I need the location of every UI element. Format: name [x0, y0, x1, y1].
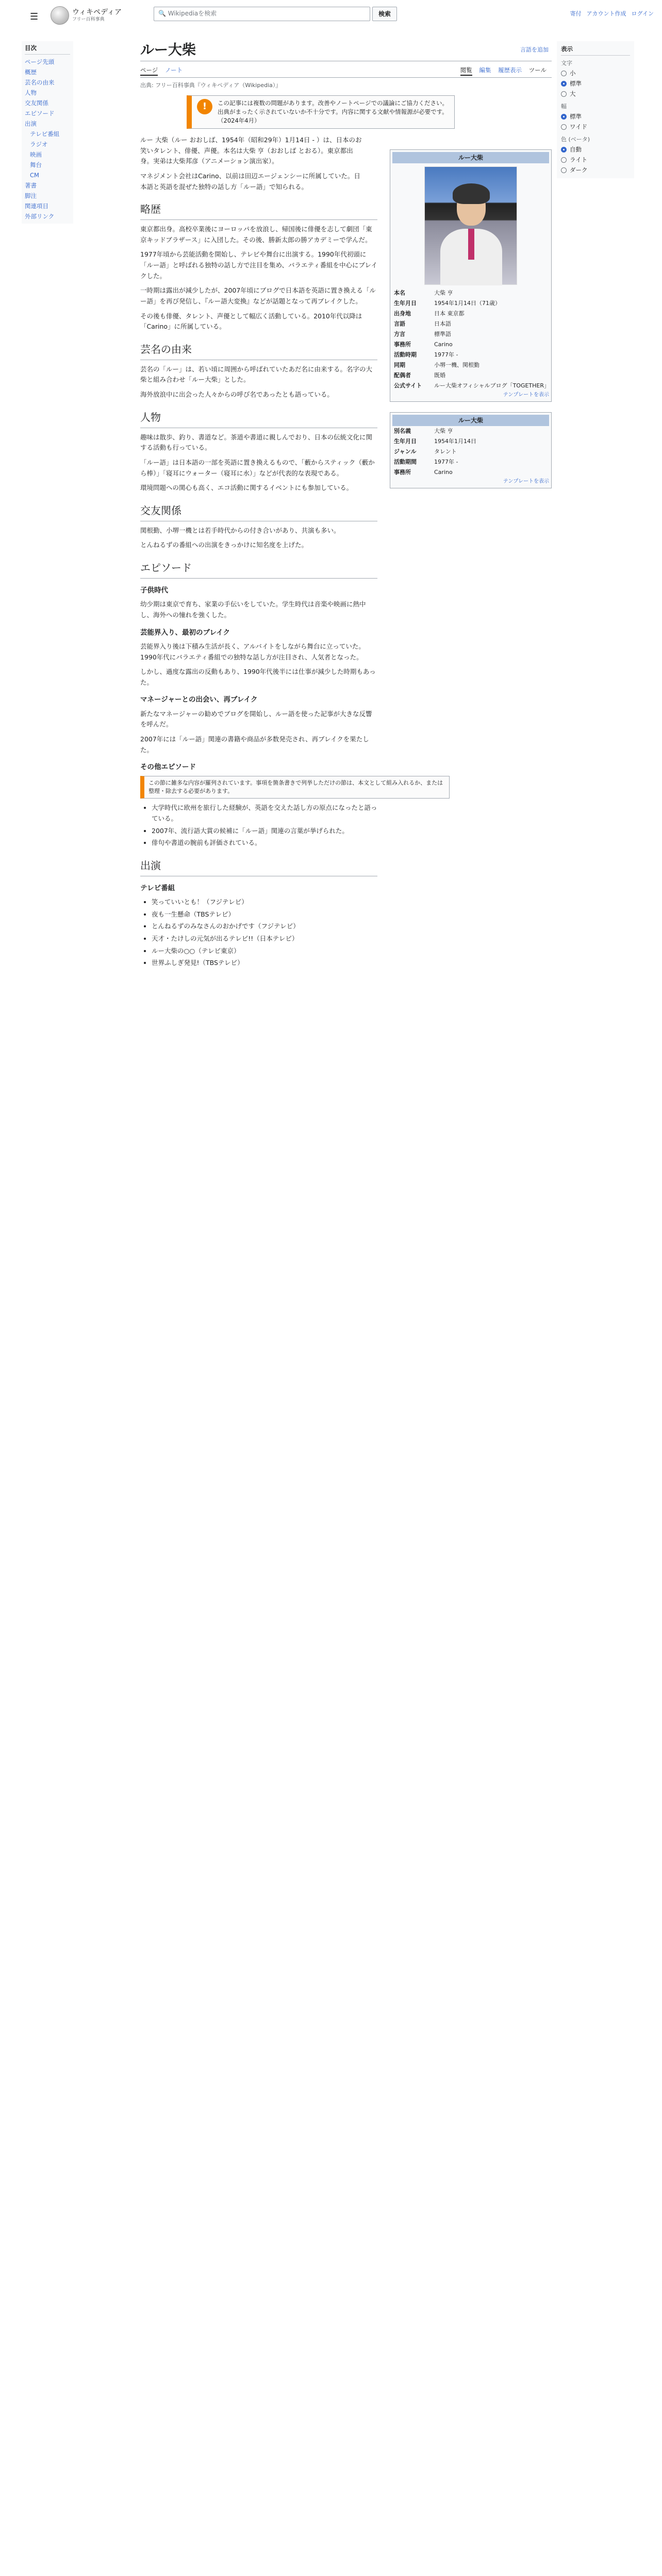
toc-item[interactable]: 舞台	[30, 161, 42, 168]
infobox-table	[392, 288, 549, 391]
radio-icon	[561, 81, 567, 87]
infobox-value: タレント	[434, 448, 457, 455]
section-heading: 略歴	[140, 201, 377, 220]
add-language-button[interactable]: 言語を追加	[520, 46, 549, 53]
section-paragraph: 芸名の「ルー」は、若い頃に周囲から呼ばれていたあだ名に由来する。名字の大柴と組み合わせ「ルー大柴」とした。	[140, 365, 373, 384]
toc-item[interactable]: エピソード	[25, 109, 55, 117]
site-logo[interactable]	[51, 6, 122, 25]
infobox-value: 1954年1月14日（71歳）	[434, 300, 501, 307]
login-link[interactable]: ログイン	[631, 10, 654, 17]
section-heading: 芸名の由来	[140, 342, 377, 360]
lead-section	[140, 135, 362, 192]
table-of-contents	[22, 41, 73, 224]
section-paragraph: しかし、過度な露出の反動もあり、1990年代後半には仕事が減少した時期もあった。	[140, 668, 376, 686]
toc-item[interactable]: 著書	[25, 181, 37, 189]
tab-read[interactable]: 閲覧	[460, 66, 472, 76]
infobox-key: 言語	[394, 320, 405, 327]
infobox-row	[392, 370, 549, 381]
template-link[interactable]: テンプレートを表示	[503, 392, 549, 398]
section-paragraph: とんねるずの番組への出演をきっかけに知名度を上げた。	[140, 541, 308, 549]
radio-icon	[561, 91, 567, 97]
color-option-label: ダーク	[570, 166, 588, 174]
toc-item[interactable]: 関連項目	[25, 202, 48, 210]
text-size-option[interactable]	[561, 89, 630, 99]
infobox-value: 小堺一機、関根勤	[434, 362, 479, 368]
infobox-value: 1977年 -	[434, 351, 458, 358]
infobox-row	[392, 350, 549, 360]
section-paragraph: 一時期は露出が減少したが、2007年頃にブログで日本語を英語に置き換える「ルー語」を再び発信し、『ルー語大変換』などが話題となって再ブレイクした。	[140, 286, 376, 305]
infobox-secondary-title: ルー大柴	[392, 415, 549, 426]
color-label: 色 (ベータ)	[561, 136, 590, 143]
toc-item[interactable]: 脚注	[25, 192, 37, 199]
lead-paragraph: マネジメント会社はCarino、以前は田辺エージェンシーに所属していた。日本語と英語を混ぜた独特の話し方「ルー語」で知られる。	[140, 172, 360, 191]
site-tagline: フリー百科事典	[72, 17, 105, 22]
width-option-label: ワイド	[570, 123, 588, 131]
infobox-row	[392, 426, 549, 436]
main-content	[140, 41, 552, 973]
bullet-list	[152, 803, 377, 849]
infobox-value: ルー大柴オフィシャルブログ「TOGETHER」	[434, 382, 550, 389]
section-paragraph: その後も俳優、タレント、声優として幅広く活動している。2010年代以降は「Carino」に所属している。	[140, 312, 362, 331]
color-option-label: 自動	[570, 146, 582, 154]
radio-icon	[561, 167, 567, 173]
list-item: • とんねるずのみなさんのおかげです（フジテレビ）	[152, 921, 377, 932]
portrait-photo	[424, 166, 517, 285]
toc-item[interactable]: 映画	[30, 150, 42, 158]
section-paragraph: 海外放浪中に出会った人々からの呼び名であったとも語っている。	[140, 391, 334, 399]
infobox-key: 配偶者	[394, 372, 411, 379]
tab-talk[interactable]: ノート	[164, 66, 183, 74]
infobox-row	[392, 457, 549, 467]
infobox-key: 生年月日	[394, 300, 417, 307]
main-menu-icon[interactable]: ☰	[30, 11, 39, 22]
width-option[interactable]	[561, 111, 630, 122]
infobox-value: 1954年1月14日	[434, 438, 476, 445]
width-option-label: 標準	[570, 113, 582, 121]
radio-icon	[561, 71, 567, 76]
infobox-key: 事務所	[394, 341, 411, 348]
tab-history[interactable]: 履歴表示	[498, 66, 522, 74]
infobox-value: 日本語	[434, 320, 451, 327]
donate-link[interactable]: 寄付	[570, 10, 582, 17]
infobox-row	[392, 298, 549, 309]
source-note: 出典: フリー百科事典『ウィキペディア（Wikipedia）』	[140, 81, 282, 89]
section-heading: 出演	[140, 858, 377, 876]
tab-edit[interactable]: 編集	[479, 66, 491, 74]
infobox-row	[392, 467, 549, 478]
text-size-option[interactable]	[561, 68, 630, 78]
infobox-value: 既婚	[434, 372, 445, 379]
infobox-key: ジャンル	[394, 448, 417, 455]
infobox-row	[392, 447, 549, 457]
issues-notice	[187, 95, 455, 129]
search-input[interactable]: 🔍 Wikipediaを検索	[154, 7, 370, 21]
section-paragraph: 東京都出身。高校卒業後にヨーロッパを放浪し、帰国後に俳優を志して劇団「東京キッドブラザース」に入団した。その後、勝新太郎の勝アカデミーで学んだ。	[140, 225, 372, 244]
template-link-secondary[interactable]: テンプレートを表示	[503, 479, 549, 484]
toc-item[interactable]: ページ先頭	[25, 58, 55, 65]
section-paragraph: 芸能界入り後は下積み生活が長く、アルバイトをしながら舞台に立っていた。1990年代にバラエティ番組での独特な話し方が注目され、人気者となった。	[140, 642, 365, 661]
subsection-heading: テレビ番組	[140, 884, 175, 892]
list-item: • 2007年、流行語大賞の候補に「ルー語」関連の言葉が挙げられた。	[152, 826, 377, 837]
subsection-heading: 子供時代	[140, 586, 168, 595]
infobox-row	[392, 436, 549, 447]
text-size-option[interactable]	[561, 78, 630, 89]
infobox-value: 日本 東京都	[434, 310, 465, 317]
infobox-key: 同期	[394, 362, 405, 368]
list-item: • 夜も一生懸命（TBSテレビ）	[152, 909, 377, 920]
color-option[interactable]	[561, 155, 630, 165]
width-label: 幅	[561, 103, 567, 110]
toc-item[interactable]: 出演	[25, 120, 37, 127]
subsection-heading: マネージャーとの出会い、再ブレイク	[140, 696, 258, 704]
section-heading: 交友関係	[140, 503, 377, 521]
infobox-secondary-table	[392, 426, 549, 478]
site-name: ウィキペディア	[72, 8, 122, 16]
toc-title: 目次	[25, 43, 70, 55]
infobox-key: 活動期間	[394, 459, 417, 465]
infobox-key: 事務所	[394, 469, 411, 476]
infobox-key: 方言	[394, 331, 405, 337]
infobox-value: Carino	[434, 469, 453, 476]
site-header	[0, 0, 662, 31]
infobox-row	[392, 309, 549, 319]
section-paragraph: 関根勤、小堺一機とは若手時代からの付き合いがあり、共演も多い。	[140, 526, 340, 534]
search-button[interactable]: 検索	[372, 7, 397, 21]
color-option[interactable]	[561, 165, 630, 175]
wikipedia-globe-icon	[51, 6, 69, 25]
infobox-row	[392, 360, 549, 370]
section-paragraph: 趣味は散歩、釣り、書道など。茶道や書道に親しんでおり、日本の伝統文化に関する活動も行っている。	[140, 433, 373, 452]
text-size-label: 文字	[561, 59, 572, 66]
radio-icon	[561, 157, 567, 163]
infobox-row	[392, 381, 549, 391]
infobox-value: 1977年 -	[434, 459, 458, 465]
list-item: • 俳句や書道の腕前も評価されている。	[152, 838, 377, 849]
section-paragraph: 1977年頃から芸能活動を開始し、テレビや舞台に出演する。1990年代初頭に「ルー語」と呼ばれる独特の話し方で注目を集め、バラエティ番組を中心にブレイクした。	[140, 250, 377, 280]
infobox	[390, 149, 552, 402]
section-paragraph: 「ルー語」は日本語の一部を英語に置き換えるもので、「藪からスティック（藪から棒）」「寝耳にウォーター（寝耳に水）」などが代表的な表現である。	[140, 458, 375, 477]
infobox-row	[392, 340, 549, 350]
infobox-key: 生年月日	[394, 438, 417, 445]
bullet-list	[152, 897, 377, 969]
list-item: • ルー大柴の○○（テレビ東京）	[152, 946, 377, 957]
infobox-key: 別名義	[394, 428, 411, 434]
tab-page[interactable]: ページ	[140, 66, 158, 76]
section-paragraph: 幼少期は東京で育ち、家業の手伝いをしていた。学生時代は音楽や映画に熱中し、海外への憧れを強くした。	[140, 600, 366, 619]
infobox-key: 本名	[394, 290, 405, 296]
infobox-value: 大柴 亨	[434, 290, 453, 296]
infobox-row	[392, 319, 549, 329]
appearance-title: 表示	[561, 44, 630, 56]
section-paragraph: 新たなマネージャーの勧めでブログを開始し、ルー語を使った記事が大きな反響を呼んだ。	[140, 709, 372, 728]
create-account-link[interactable]: アカウント作成	[586, 10, 626, 17]
toc-item[interactable]: テレビ番組	[30, 130, 60, 138]
list-item: • 天才・たけしの元気が出るテレビ!!（日本テレビ）	[152, 934, 377, 944]
subsection-heading: 芸能界入り、最初のブレイク	[140, 628, 230, 637]
text-size-option-label: 標準	[570, 80, 582, 88]
color-option[interactable]	[561, 144, 630, 155]
section-notice: この節に雑多な内容が羅列されています。事項を箇条書きで列挙しただけの節は、本文として組み入れるか、または整理・除去する必要があります。	[140, 776, 450, 799]
infobox-key: 公式サイト	[394, 382, 422, 389]
toc-item[interactable]: ラジオ	[30, 140, 48, 148]
appearance-panel	[557, 41, 634, 181]
issues-notice-text: この記事には複数の問題があります。改善やノートページでの議論にご協力ください。出典がまったく示されていないか不十分です。内容に関する文献や情報源が必要です。（2024年4月）	[218, 99, 449, 125]
list-item: • 大学時代に欧州を旅行した経験が、英語を交えた話し方の原点になったと語っている。	[152, 803, 377, 824]
toc-item[interactable]: 交友関係	[25, 99, 48, 107]
toc-item[interactable]: 人物	[25, 89, 37, 96]
section-heading: 人物	[140, 410, 377, 428]
section-paragraph: 環境問題への関心も高く、エコ活動に関するイベントにも参加している。	[140, 484, 353, 492]
page-title: ルー大柴	[140, 41, 552, 61]
list-item: • 世界ふしぎ発見!（TBSテレビ）	[152, 958, 377, 969]
toc-item[interactable]: 概歴	[25, 68, 37, 76]
warning-icon: !	[197, 99, 212, 114]
infobox-title: ルー大柴	[392, 152, 549, 163]
radio-icon	[561, 147, 567, 152]
tab-tools[interactable]: ツール	[528, 66, 547, 74]
toc-item[interactable]: CM	[30, 171, 39, 179]
toc-item[interactable]: 芸名の由来	[25, 78, 55, 86]
infobox-row	[392, 329, 549, 340]
infobox-value: 大柴 亨	[434, 428, 453, 434]
section-heading: エピソード	[140, 560, 377, 579]
radio-icon	[561, 124, 567, 130]
width-option[interactable]	[561, 122, 630, 132]
text-size-option-label: 大	[570, 90, 576, 98]
user-navigation	[570, 9, 654, 19]
lead-paragraph: ルー 大柴（ルー おおしば、1954年（昭和29年）1月14日 - ）は、日本のお笑いタレント、俳優、声優。本名は大柴 亨（おおしば とおる）。東京都出身。実弟は大柴邦彦（アニメーション演出家）。	[140, 136, 362, 165]
infobox-row	[392, 288, 549, 298]
infobox-key: 出身地	[394, 310, 411, 317]
section-paragraph: 2007年には「ルー語」関連の書籍や商品が多数発売され、再ブレイクを果たした。	[140, 735, 369, 754]
infobox-value: Carino	[434, 341, 453, 348]
subsection-heading: その他エピソード	[140, 763, 196, 772]
infobox-value: 標準語	[434, 331, 451, 337]
color-option-label: ライト	[570, 156, 588, 164]
toc-item[interactable]: 外部リンク	[25, 212, 55, 220]
text-size-option-label: 小	[570, 70, 576, 77]
radio-icon	[561, 114, 567, 120]
infobox-secondary	[390, 412, 552, 488]
page-tabs	[140, 65, 552, 78]
list-item: • 笑っていいとも！（フジテレビ）	[152, 897, 377, 908]
infobox-key: 活動時期	[394, 351, 417, 358]
